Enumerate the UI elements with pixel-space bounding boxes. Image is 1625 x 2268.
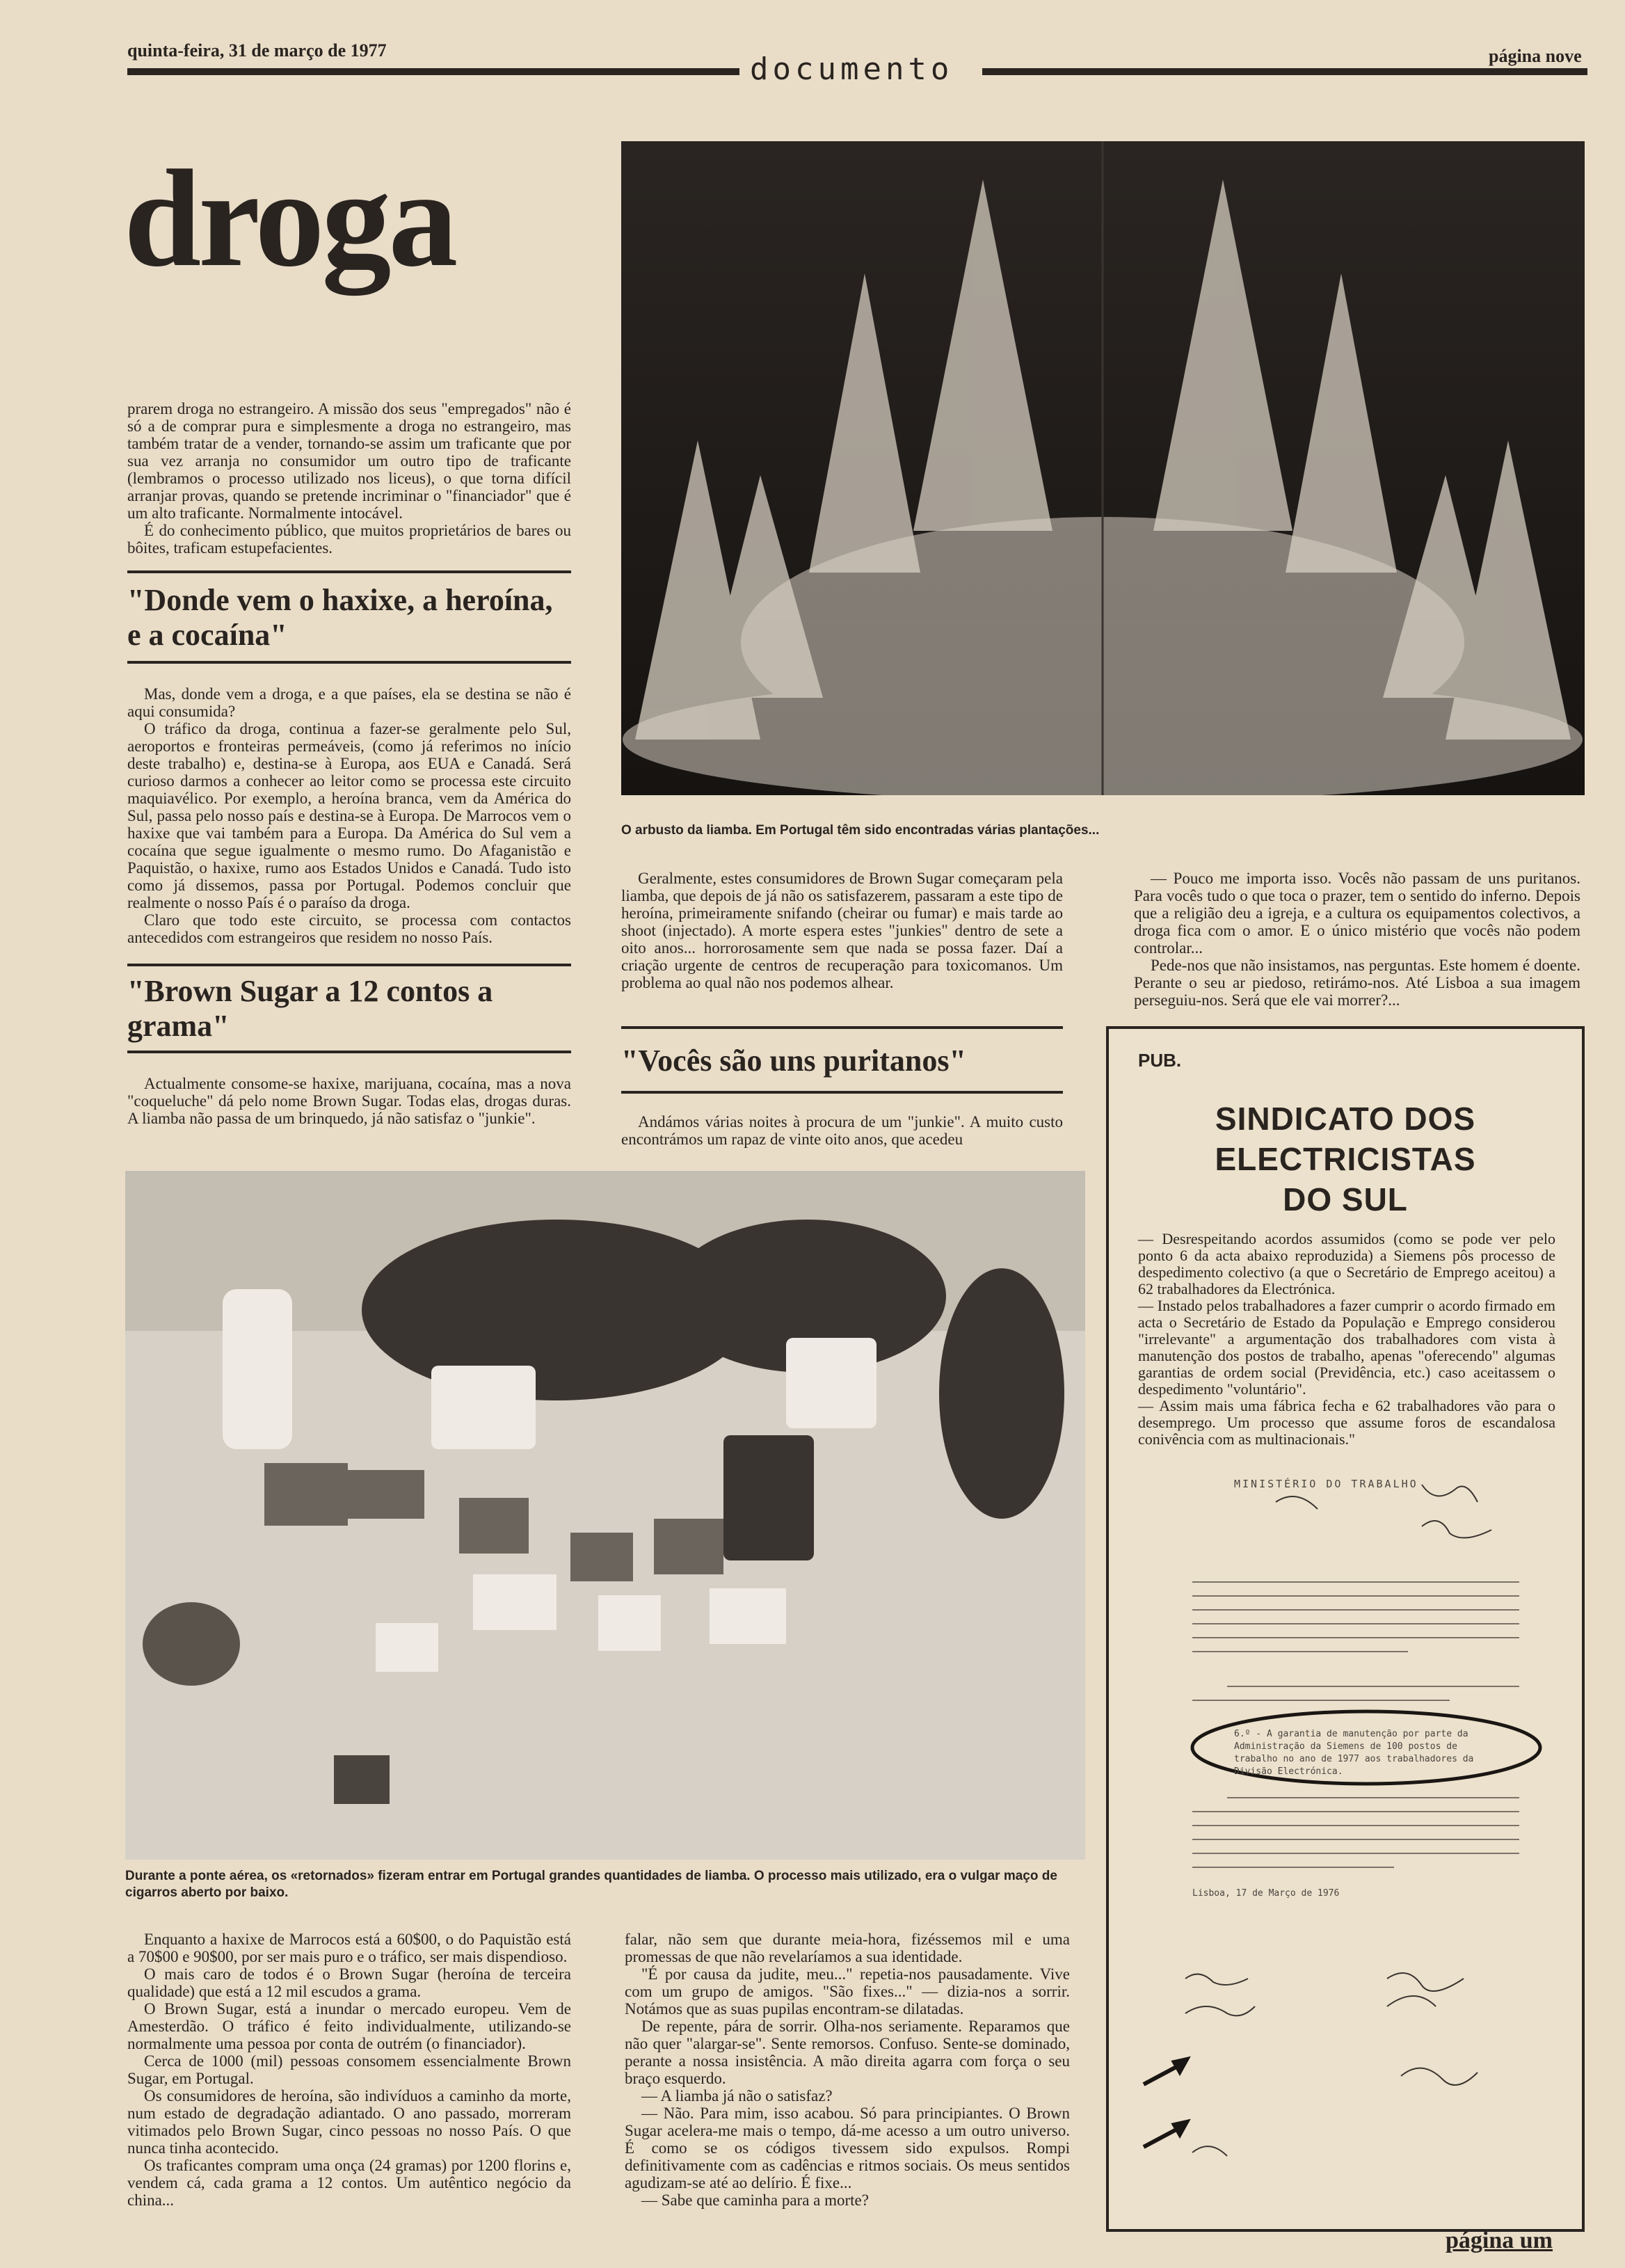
photo1-caption: O arbusto da liamba. Em Portugal têm sido encontradas várias plantações... [621, 823, 1100, 838]
circled-clause: 6.º - A garantia de manutenção por parte da Administração da Siemens de 100 postos de trabalho no ano de 1977 aos trabalhadores da Divisão Electrónica. [1234, 1729, 1474, 1777]
header-rule-right [982, 68, 1587, 75]
divider [127, 964, 571, 966]
union-name-line2: DO SUL [1283, 1181, 1408, 1217]
union-name [1123, 1099, 1568, 1220]
paragraph: O mais caro de todos é o Brown Sugar (heroína de terceira qualidade) que está a 12 mil escudos a grama. [127, 1965, 571, 2000]
header-rule-left [127, 68, 739, 75]
paragraph: Os consumidores de heroína, são indivíduos a caminho da morte, num estado de degradação adiantado. O ano passado, morreram vitimados pelo Brown Sugar, cinco pessoas no nosso País. O que nunca tinha acontecido. [127, 2087, 571, 2157]
paragraph: — A liamba já não o satisfaz? [641, 2087, 833, 2105]
subheading-puritans: "Vocês são uns puritanos" [621, 1044, 966, 1078]
paragraph: Pede-nos que não insistamos, nas perguntas. Este homem é doente. Perante o seu ar piedoso, retirámo-nos. Até Lisboa a sua imagem perseguiu-nos. Será que ele vai morrer?... [1134, 957, 1580, 1009]
paragraph: Enquanto a haxixe de Marrocos está a 60$00, o do Paquistão está a 70$00 e 90$00, por ser mais puro e o tráfico, ser mais dispendioso. [127, 1931, 571, 1965]
bottom-left-body [127, 1931, 571, 2209]
paragraph: Andámos várias noites à procura de um "junkie". A muito custo encontrámos um rapaz de vinte oito anos, que acedeu [621, 1113, 1063, 1148]
ministry-header: MINISTÉRIO DO TRABALHO [1234, 1478, 1418, 1490]
paragraph: falar, não sem que durante meia-hora, fizéssemos mil e uma promessas de que não revelaríamos a sua identidade. [625, 1931, 1070, 1965]
col1-body2 [127, 1075, 571, 1127]
page-label: página nove [1489, 46, 1582, 66]
subheading-origins: "Donde vem o haxixe, a heroína, e a cocaína" [127, 583, 553, 652]
paragraph: Actualmente consome-se haxixe, marijuana, cocaína, mas a nova "coqueluche" dá pelo nome Brown Sugar. Todas elas, drogas duras. A liamba não passa de um brinquedo, já não satisfaz o "junkie". [127, 1075, 571, 1127]
col3-body [1134, 870, 1580, 1009]
paragraph: — Assim mais uma fábrica fecha e 62 trabalhadores vão para o desemprego. Um processo que assume foros de escandalosa conivência com as multinacionais." [1138, 1397, 1555, 1448]
paragraph: — Sabe que caminha para a morte? [641, 2191, 869, 2209]
document-date: Lisboa, 17 de Março de 1976 [1192, 1888, 1340, 1899]
paragraph: Claro que todo este circuito, se processa com contactos antecedidos com estrangeiros que residem no nosso País. [127, 911, 571, 946]
paragraph: — Não. Para mim, isso acabou. Só para principiantes. O Brown Sugar acelera-me mais o tempo, dá-me acesso a um outro universo. É como se os códigos tivessem sido expulsos. Rompi definitivamente com as cadências e ritmos sociais. Os meus sentidos agudizam-se até ao delírio. É fixe... [625, 2105, 1070, 2191]
bottom-mid-body [625, 1931, 1070, 2209]
paragraph: "É por causa da judite, meu..." repetia-nos pausadamente. Vive com um grupo de amigos. "São fixes..." — dizia-nos a sorrir. Notámos que as suas pupilas encontram-se dilatadas. [625, 1965, 1070, 2018]
paragraph: Mas, donde vem a droga, e a que países, ela se destina se não é aqui consumida? [127, 685, 571, 720]
divider [621, 1091, 1063, 1094]
divider [127, 1051, 571, 1053]
paragraph: De repente, pára de sorrir. Olha-nos seriamente. Reparamos que não quer "alargar-se". Sente remorsos. Confuso. Sente-se dominado, perante a nossa insistência. A mão direita agarra com força o seu braço esquerdo. [625, 2018, 1070, 2087]
paragraph: Geralmente, estes consumidores de Brown Sugar começaram pela liamba, que depois de já não os satisfazerem, passaram a este tipo de heroína, primeiramente snifando (cheirar ou fumar) e mais tarde ao shoot (injectado). A morte espera estes "junkies" dentro de sete a oito anos... horrorosamente sem que nada se possa fazer. Daí a criação urgente de centros de recuperação para toxicomanos. Um problema ao qual não nos podemos alhear. [621, 870, 1063, 991]
paragraph: — Desrespeitando acordos assumidos (como se pode ver pelo ponto 6 da acta abaixo reproduzida) a Siemens pôs processo de despedimento colectivo (a que o Secretário de Emprego aceitou) a 62 trabalhadores da Electrónica. [1138, 1230, 1555, 1297]
col1-body1 [127, 685, 571, 946]
paragraph: — Instado pelos trabalhadores a fazer cumprir o acordo firmado em acta o Secretário de Estado da População e Emprego considerou "irrelevante" a argumentação dos trabalhadores com vista à manutenção dos postos de trabalho, apenas "oferecendo" algumas garantias de ordem social (Previdência, etc.) caso aceitassem o despedimento "voluntário". [1138, 1297, 1555, 1398]
paragraph: O Brown Sugar, está a inundar o mercado europeu. Vem de Amesterdão. O tráfico é feito individualmente, utilizando-se normalmente uma pessoa por conta de outrém (o financiador). [127, 2000, 571, 2052]
union-advertisement [1106, 1026, 1585, 2232]
photo-cannabis-plants [621, 141, 1585, 795]
paragraph: Cerca de 1000 (mil) pessoas consomem essencialmente Brown Sugar, em Portugal. [127, 2052, 571, 2087]
paragraph: prarem droga no estrangeiro. A missão dos seus "empregados" não é só a de comprar pura e simplesmente a droga no estrangeiro, mas também tratar de a vender, tornando-se assim um traficante que por sua vez arranja no consumidor um outro tipo de traficante (lembramos o processo utilizado nos liceus), o que torna difícil arranjar provas, quando se pretende incriminar o "financiador" que é um alto traficante. Normalmente intocável. [127, 400, 571, 522]
section-kicker: documento [750, 51, 954, 87]
photo-seized-liamba [125, 1171, 1085, 1860]
divider [127, 570, 571, 573]
cannabis-plants-image [621, 141, 1585, 795]
issue-date: quinta-feira, 31 de março de 1977 [127, 40, 387, 61]
typed-lines [1130, 1450, 1561, 2215]
union-name-line1: SINDICATO DOS ELECTRICISTAS [1215, 1101, 1476, 1177]
paragraph: — Pouco me importa isso. Vocês não passam de uns puritanos. Para vocês tudo o que toca o prazer, tem o sentido do inferno. Depois que a religião deu a igreja, e a cultura os equipamentos colectivos, a droga fica com o amor. E o único mistério que vocês não podem controlar... [1134, 870, 1580, 957]
col1-intro [127, 400, 571, 557]
ad-statement [1138, 1231, 1555, 1448]
footer-page-label: página um [1446, 2228, 1553, 2253]
paragraph: É do conhecimento público, que muitos proprietários de bares ou bôites, traficam estupefacientes. [127, 522, 571, 557]
headline: droga [124, 142, 456, 296]
photo2-caption: Durante a ponte aérea, os «retornados» fizeram entrar em Portugal grandes quantidades de liamba. O processo mais utilizado, era o vulgar maço de cigarros aberto por baixo. [125, 1869, 1057, 1900]
seized-cigarette-packs-image [125, 1171, 1085, 1860]
subheading-brown-sugar: "Brown Sugar a 12 contos a grama" [127, 974, 493, 1043]
paragraph: O tráfico da droga, continua a fazer-se geralmente pelo Sul, aeroportos e fronteiras permeáveis, (como já referimos no início deste trabalho) e, destina-se à Europa, aos EUA e Canadá. Será curioso darmos a conhecer ao leitor como se processa este circuito maquiavélico. Por exemplo, a heroína branca, vem da América do Sul, passa pelo nosso país e destina-se à Europa. De Marrocos vem o haxixe que vai também para a Europa. Da América do Sul vem a cocaína que segue igualmente o mesmo rumo. Do Afaganistão e Paquistão, o haxixe, rumo aos Estados Unidos e Canadá. Tudo isto como já dissemos, passa por Portugal. Podemos concluir que realmente o nosso País é o paraíso da droga. [127, 720, 571, 911]
paragraph: Os traficantes compram uma onça (24 gramas) por 1200 florins e, vendem cá, cada grama a 12 contos. Um autêntico negócio da china... [127, 2157, 571, 2209]
divider [127, 661, 571, 664]
meeting-minutes-facsimile [1130, 1450, 1561, 2215]
col2-body2 [621, 1113, 1063, 1148]
pub-tag: PUB. [1138, 1050, 1182, 1071]
divider [621, 1026, 1063, 1029]
col2-body [621, 870, 1063, 991]
